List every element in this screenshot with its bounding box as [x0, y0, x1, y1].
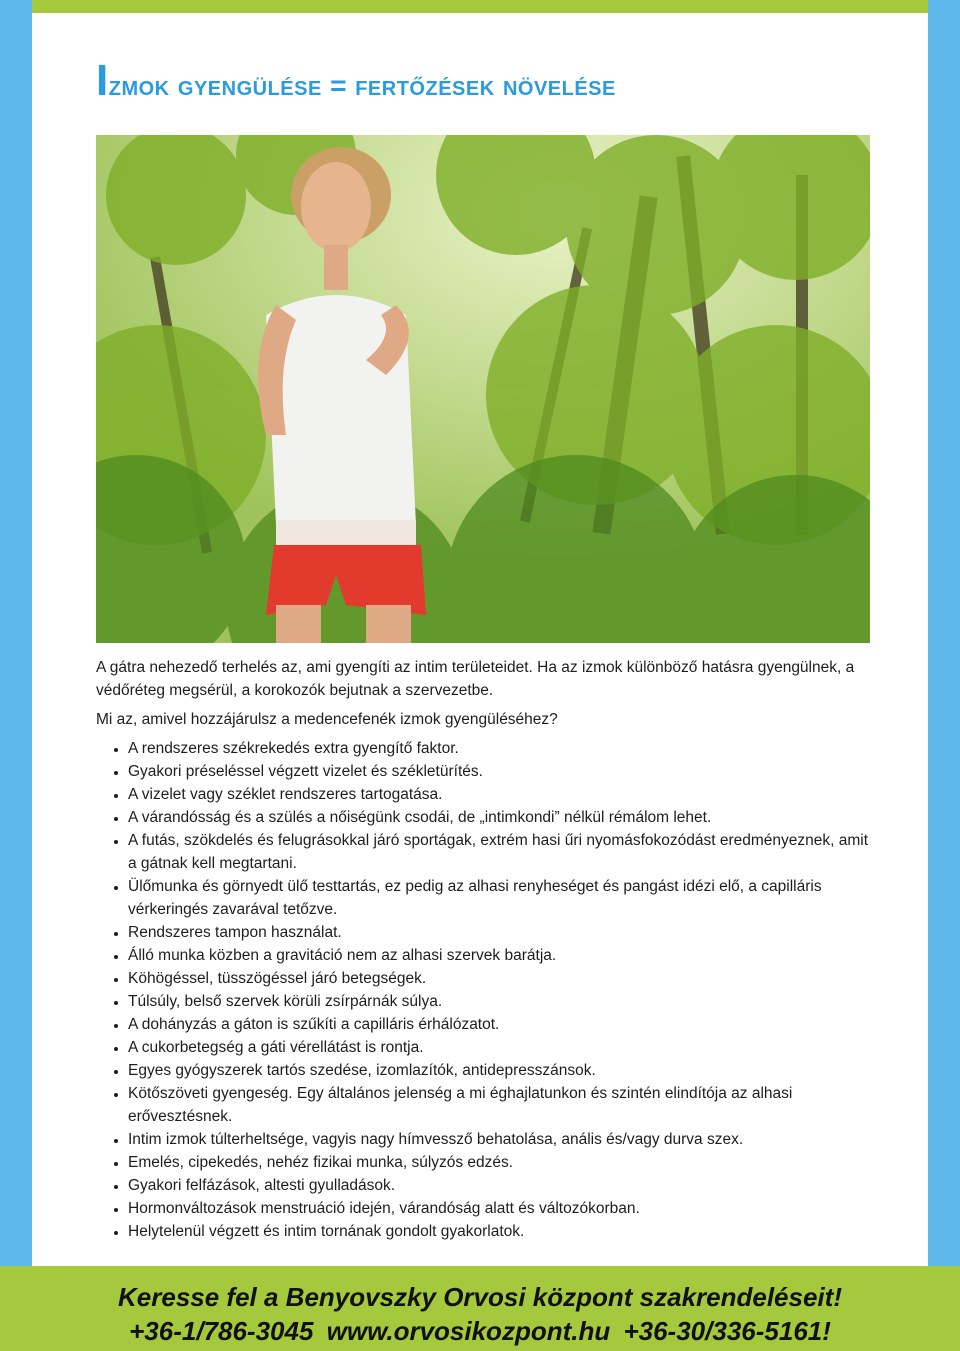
- list-item: • Túlsúly, belső szervek körüli zsírpárnák súlya.: [128, 990, 880, 1013]
- list-item: • Gyakori préseléssel végzett vizelet és székletürítés.: [128, 760, 880, 783]
- list-item: • A cukorbetegség a gáti vérellátást is rontja.: [128, 1036, 880, 1059]
- right-blue-border: [928, 0, 960, 1266]
- list-item: • Köhögéssel, tüsszögéssel járó betegségek.: [128, 967, 880, 990]
- top-green-bar: [32, 0, 928, 13]
- list-item: • Intim izmok túlterheltsége, vagyis nagy hímvessző behatolása, anális és/vagy durva szex.: [128, 1128, 880, 1151]
- question-paragraph: Mi az, amivel hozzájárulsz a medencefenék izmok gyengüléséhez?: [96, 711, 558, 728]
- cause-list: [96, 737, 880, 1243]
- list-item: • A dohányzás a gáton is szűkíti a capilláris érhálózatot.: [128, 1013, 880, 1036]
- list-item: • Emelés, cipekedés, nehéz fizikai munka, súlyzós edzés.: [128, 1151, 880, 1174]
- list-item: • A várandósság és a szülés a nőiségünk csodái, de „intimkondi” nélkül rémálom lehet.: [128, 806, 880, 829]
- main-content: [96, 656, 880, 1243]
- page-title: [96, 56, 616, 106]
- footer-contact-line[interactable]: +36-1/786-3045 www.orvosikozpont.hu +36-30/336-5161!: [129, 1316, 831, 1346]
- intro-paragraph: A gátra nehezedő terhelés az, ami gyengíti az intim területeidet. Ha az izmok különböző hatásra gyengülnek, a védőréteg megsérül, a korokozók bejutnak a szervezetbe.: [96, 659, 855, 699]
- list-item: • A rendszeres székrekedés extra gyengítő faktor.: [128, 737, 880, 760]
- photo-illustration: [96, 135, 870, 643]
- list-item: • Helytelenül végzett és intim tornának gondolt gyakorlatok.: [128, 1220, 880, 1243]
- list-item: • Kötőszöveti gyengeség. Egy általános jelenség a mi éghajlatunkon és szintén elindítója az alhasi erővesztésnek.: [128, 1082, 880, 1128]
- list-item: • A vizelet vagy széklet rendszeres tartogatása.: [128, 783, 880, 806]
- list-item: • Ülőmunka és görnyedt ülő testtartás, ez pedig az alhasi renyheséget és pangást idézi elő, a capilláris vérkeringés zavarával tetőzve.: [128, 875, 880, 921]
- list-item: • Egyes gyógyszerek tartós szedése, izomlazítók, antidepresszánsok.: [128, 1059, 880, 1082]
- footer-call-to-action: Keresse fel a Benyovszky Orvosi központ szakrendeléseit!: [118, 1282, 842, 1312]
- list-item: • Álló munka közben a gravitáció nem az alhasi szervek barátja.: [128, 944, 880, 967]
- list-item: • Gyakori felfázások, altesti gyulladások.: [128, 1174, 880, 1197]
- footer-banner: [0, 1266, 960, 1351]
- list-item: • Hormonváltozások menstruáció idején, várandóság alatt és változókorban.: [128, 1197, 880, 1220]
- running-woman-photo: [96, 135, 870, 643]
- left-blue-border: [0, 0, 32, 1266]
- list-item: • Rendszeres tampon használat.: [128, 921, 880, 944]
- title-initial: I: [96, 56, 109, 105]
- title-rest: zmok gyengülése = fertőzések növelése: [108, 70, 616, 101]
- list-item: • A futás, szökdelés és felugrásokkal járó sportágak, extrém hasi űri nyomásfokozódást eredményeznek, amit a gátnak kell megtartani.: [128, 829, 880, 875]
